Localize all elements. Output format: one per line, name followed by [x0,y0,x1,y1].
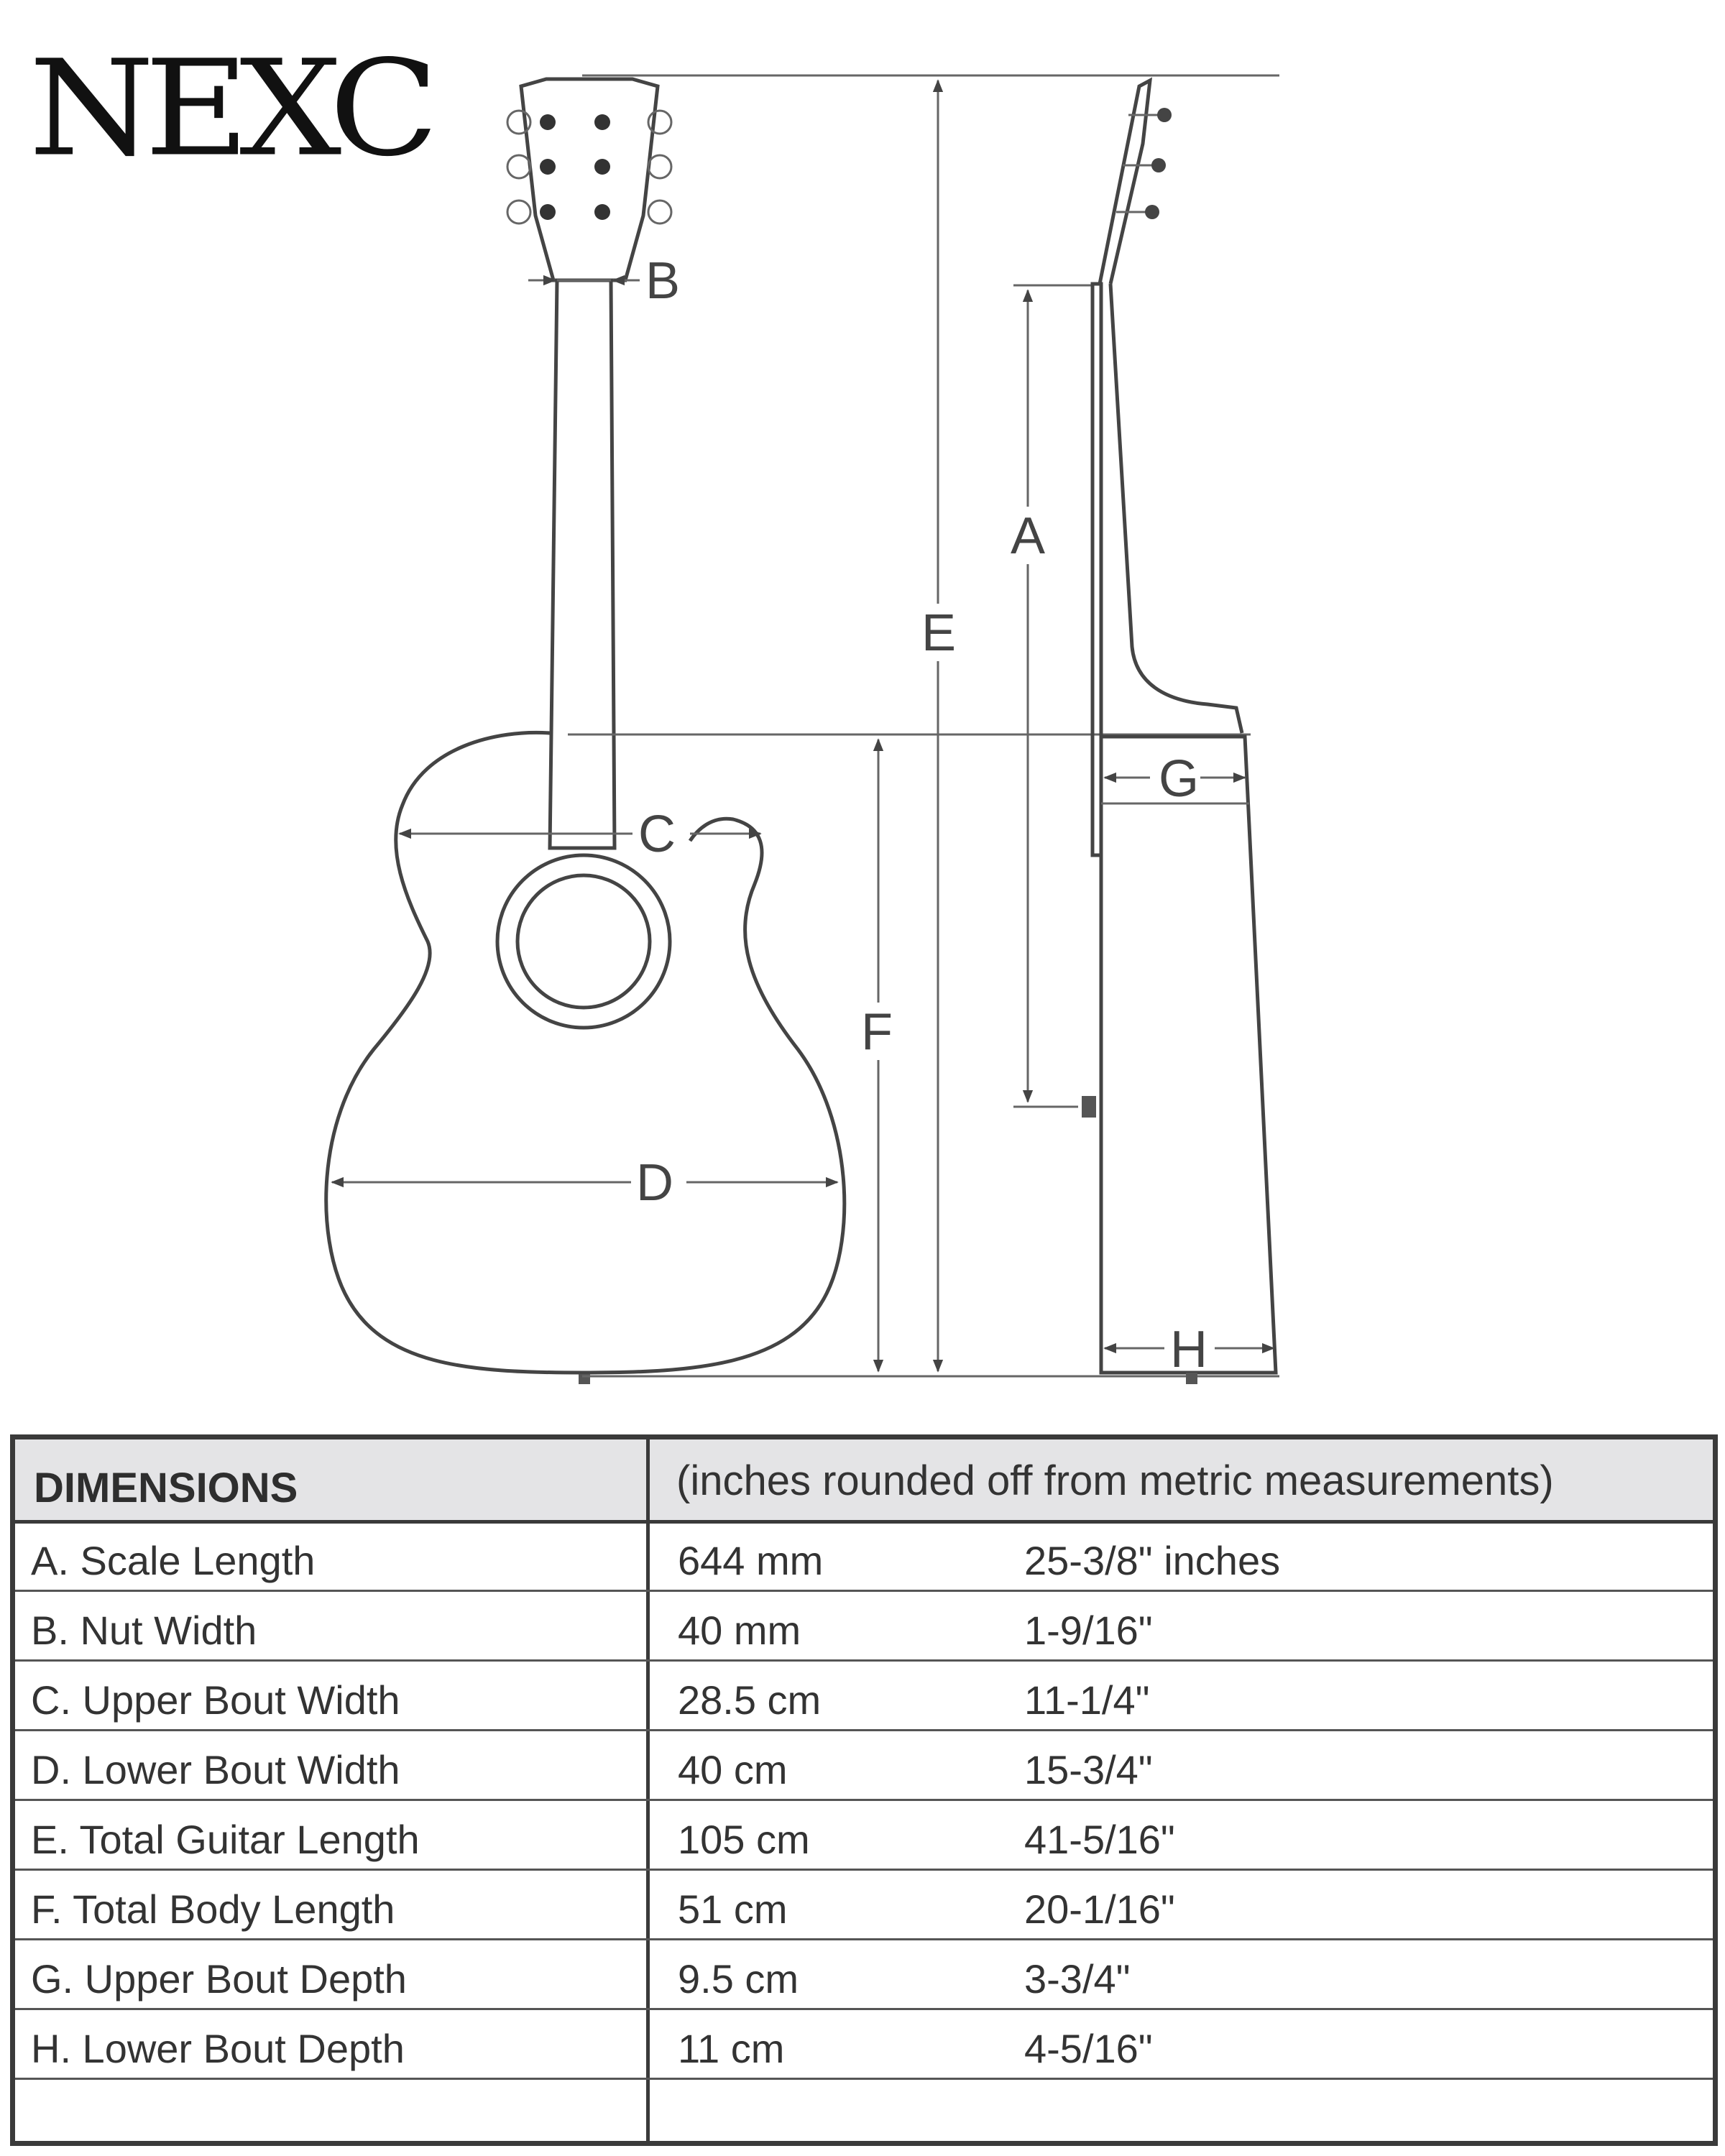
imperial-value: 1-9/16" [1024,1608,1153,1653]
side-saddle [1082,1096,1096,1118]
metric-value: 51 cm [678,1886,788,1932]
front-headstock [507,79,671,280]
metric-value: 40 cm [678,1747,788,1792]
label-e: E [921,604,957,662]
dimension-name: G. Upper Bout Depth [31,1956,407,2001]
label-a: A [1011,507,1046,565]
metric-value: 11 cm [678,2026,785,2071]
table-row [15,2008,1713,2080]
label-d: D [636,1154,673,1212]
dimension-name: A. Scale Length [31,1538,316,1583]
label-h: H [1170,1321,1208,1378]
dimension-name: B. Nut Width [31,1608,257,1653]
table-header-note: (inches rounded off from metric measurements) [676,1457,1554,1504]
imperial-value: 25-3/8" inches [1024,1538,1281,1583]
dimension-name: F. Total Body Length [31,1886,395,1932]
metric-value: 105 cm [678,1817,810,1862]
imperial-value: 4-5/16" [1024,2026,1153,2071]
imperial-value: 41-5/16" [1024,1817,1175,1862]
tuning-pegs-right [594,111,671,224]
table-row [15,1729,1713,1801]
imperial-value: 20-1/16" [1024,1886,1175,1932]
dimensions-table [10,1434,1718,2146]
label-g: G [1159,750,1200,808]
side-headstock [1100,80,1172,284]
table-row [15,1590,1713,1662]
side-neck-heel [1110,284,1242,733]
table-row [15,1869,1713,1940]
table-row [15,1938,1713,2010]
imperial-value: 11-1/4" [1024,1677,1150,1723]
label-b: B [645,252,681,310]
dimension-name: D. Lower Bout Width [31,1747,400,1792]
metric-value: 28.5 cm [678,1677,822,1723]
table-row [15,1520,1713,1592]
dimension-name: C. Upper Bout Width [31,1677,400,1723]
imperial-value: 3-3/4" [1024,1956,1131,2001]
front-body-outline [326,732,845,1373]
dimension-name: H. Lower Bout Depth [31,2026,405,2071]
soundhole-rosette [497,855,670,1028]
table-header-dimensions: DIMENSIONS [34,1465,298,1511]
metric-value: 644 mm [678,1538,824,1583]
label-f: F [861,1003,893,1061]
label-c: C [638,806,676,863]
side-body-outline [1101,737,1276,1373]
metric-value: 40 mm [678,1608,801,1653]
imperial-value: 15-3/4" [1024,1747,1153,1792]
nexc-logo: NEXC [29,32,429,186]
table-row [15,1799,1713,1871]
metric-value: 9.5 cm [678,1956,799,2001]
soundhole [518,875,650,1008]
table-row [15,1659,1713,1731]
dimension-name: E. Total Guitar Length [31,1817,420,1862]
front-neck [550,280,615,848]
